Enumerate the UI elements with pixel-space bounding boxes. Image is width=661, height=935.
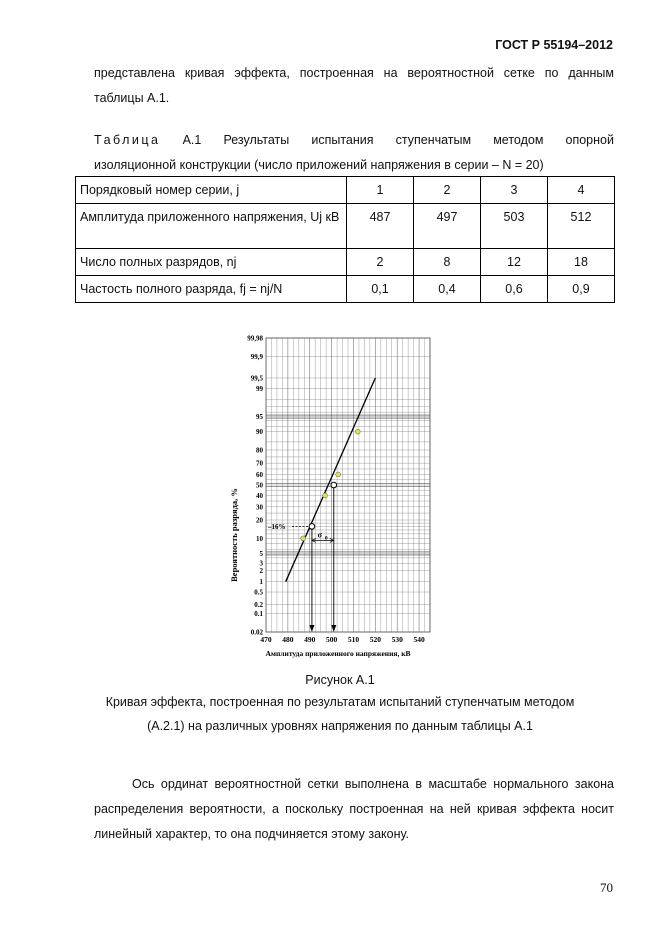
y-tick-label: 0.1 xyxy=(254,609,263,618)
table-cell: 1 xyxy=(347,177,414,204)
y-tick-label: 70 xyxy=(256,459,263,468)
table-row xyxy=(76,249,615,276)
y-tick-label: 30 xyxy=(256,503,263,512)
y-tick-label: 1 xyxy=(259,578,263,587)
x-tick-label: 490 xyxy=(304,635,316,644)
y-tick-label: 99,98 xyxy=(247,334,263,343)
data-point xyxy=(355,429,360,434)
figure-caption-line: (А.2.1) на различных уровнях напряжения по данным таблицы А.1 xyxy=(147,719,533,733)
table-cell: 18 xyxy=(547,249,614,276)
y-tick-label: 0.5 xyxy=(254,588,263,597)
sigma-subscript: 0 xyxy=(324,535,328,542)
table-caption-number: А.1 xyxy=(182,133,202,147)
table-cell: 503 xyxy=(480,204,547,249)
table-caption-word: ступенчатым xyxy=(395,133,472,147)
chart-svg xyxy=(226,330,446,660)
y-tick-label: 99,9 xyxy=(250,353,263,362)
y-tick-label: 95 xyxy=(256,413,263,422)
x-tick-label: 530 xyxy=(391,635,403,644)
y-tick-label: 10 xyxy=(256,534,263,543)
table-row xyxy=(76,204,615,249)
table-caption-label: Таблица xyxy=(94,133,161,147)
x-tick-label: 480 xyxy=(282,635,294,644)
data-point xyxy=(323,493,328,498)
table-cell: 497 xyxy=(414,204,481,249)
y-tick-label: 90 xyxy=(256,428,263,437)
table-caption-word: опорной xyxy=(565,133,614,147)
x-tick-label: 520 xyxy=(369,635,381,644)
y-tick-label: 99,5 xyxy=(250,374,263,383)
table-cell: 512 xyxy=(547,204,614,249)
results-table xyxy=(75,176,615,303)
y-tick-label: 20 xyxy=(256,516,263,525)
x-tick-label: 470 xyxy=(260,635,272,644)
table-row xyxy=(76,276,615,303)
table-caption xyxy=(94,128,614,178)
table-caption-word: испытания xyxy=(311,133,374,147)
conclusion-paragraph: Ось ординат вероятностной сетки выполнена в масштабе нормального закона распределения вероятности, а поскольку построенная на ней кривая эффекта носит линейный характер, то она подчиняется этому закону. xyxy=(94,777,614,841)
y-tick-label: 0.02 xyxy=(250,628,263,637)
y-tick-label: 50 xyxy=(256,481,263,490)
table-caption-line2: изоляционной конструкции (число приложений напряжения в серии – N = 20) xyxy=(94,158,544,172)
x-axis-label: Амплитуда приложенного напряжения, кВ xyxy=(265,649,411,658)
sigma-label: σ xyxy=(317,530,323,540)
y-tick-label: 5 xyxy=(259,549,263,558)
table-cell: 4 xyxy=(547,177,614,204)
y-tick-label: 3 xyxy=(259,559,263,568)
table-cell: 2 xyxy=(347,249,414,276)
figure-number: Рисунок А.1 xyxy=(305,673,375,687)
table-cell: 487 xyxy=(347,204,414,249)
table-caption-word: Результаты xyxy=(223,133,290,147)
point-16-percent xyxy=(309,524,315,530)
row-label: Число полных разрядов, nj xyxy=(76,249,347,276)
arrow-head xyxy=(331,625,336,632)
point-50-percent xyxy=(331,482,337,488)
intro-paragraph: представлена кривая эффекта, построенная на вероятностной сетке по данным таблицы А.1. xyxy=(94,66,614,105)
y-tick-label: 0.2 xyxy=(254,601,263,610)
data-point xyxy=(301,536,306,541)
figure-caption-line: Кривая эффекта, построенная по результатам испытаний ступенчатым методом xyxy=(105,695,575,709)
y-tick-label: 99 xyxy=(256,384,263,393)
table-cell: 12 xyxy=(480,249,547,276)
table-cell: 3 xyxy=(480,177,547,204)
x-tick-label: 510 xyxy=(347,635,360,644)
probability-chart xyxy=(226,330,446,660)
x-tick-label: 540 xyxy=(413,635,425,644)
y-axis-label: Вероятность разряда, % xyxy=(229,488,239,582)
x-tick-label: 500 xyxy=(325,635,338,644)
standard-header: ГОСТ Р 55194–2012 xyxy=(495,38,613,52)
row-label: Частость полного разряда, fj = nj/N xyxy=(76,276,347,303)
table-cell: 8 xyxy=(414,249,481,276)
arrow-head xyxy=(309,625,314,632)
table-cell: 0,4 xyxy=(414,276,481,303)
row-label: Порядковый номер серии, j xyxy=(76,177,347,204)
row-label: Амплитуда приложенного напряжения, Uj кВ xyxy=(76,204,347,249)
y-tick-label: 60 xyxy=(256,470,263,479)
table-cell: 0,6 xyxy=(480,276,547,303)
y-tick-label: 2 xyxy=(259,566,263,575)
figure-caption xyxy=(60,690,620,738)
data-point xyxy=(336,472,341,477)
table-cell: 2 xyxy=(414,177,481,204)
table-row xyxy=(76,177,615,204)
table-caption-word: методом xyxy=(493,133,544,147)
y-tick-label: 40 xyxy=(256,492,263,501)
table-cell: 0,1 xyxy=(347,276,414,303)
label-16-percent: –16% xyxy=(268,522,286,531)
y-tick-label: 80 xyxy=(256,446,263,455)
table-cell: 0,9 xyxy=(547,276,614,303)
page-number: 70 xyxy=(600,880,613,895)
